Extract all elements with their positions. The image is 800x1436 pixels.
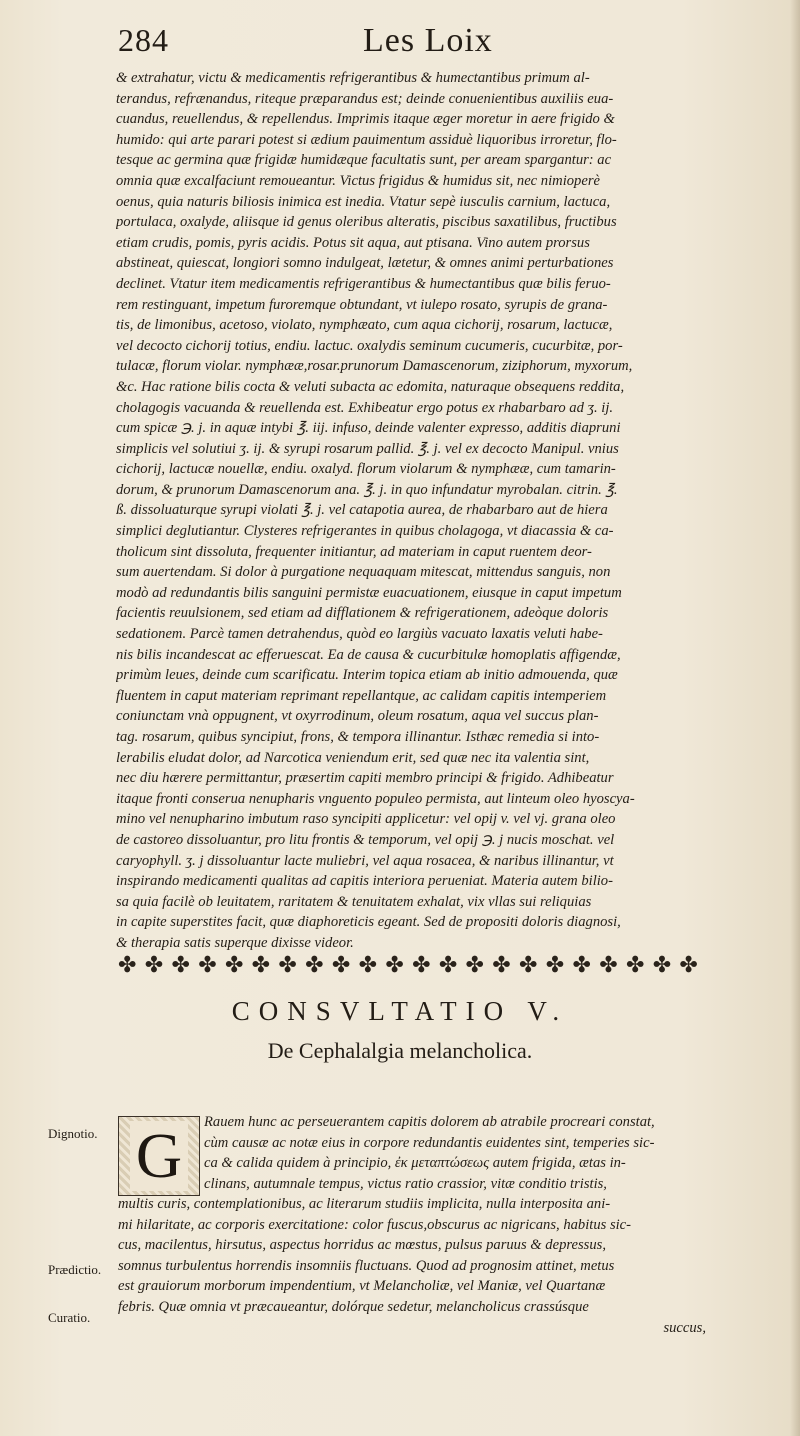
- text-line: & therapia satis superque dixisse videor.: [116, 934, 354, 951]
- margin-note-curatio: Curatio.: [48, 1310, 91, 1325]
- text-line: sedationem. Parcè tamen detrahendus, quòd eo largiùs vacuato laxatis veluti habe-: [116, 626, 603, 643]
- text-line: &c. Hac ratione bilis cocta & veluti subacta ac edomita, naturaque obsequens reddita,: [116, 378, 625, 395]
- text-line: tulacæ, florum violar. nymphææ,rosar.prunorum Damascenorum, ziziphorum, myxorum,: [116, 358, 633, 375]
- ornament-glyph: ✤: [465, 952, 484, 977]
- margin-note-praedictio: Prædictio.: [48, 1262, 102, 1277]
- text-line: dorum, & prunorum Damascenorum ana. ℥. j. in quo infundatur myrobalan. citrin. ℥.: [116, 481, 618, 498]
- section-subheading: De Cephalalgia melancholica.: [267, 1038, 533, 1063]
- text-line: cùm causæ ac notæ eius in corpore redundantis euidentes sint, temperies sic-: [204, 1134, 655, 1151]
- text-line: ca & calida quidem à principio, ἐκ μεταπτώσεως autem frigida, ætas in-: [204, 1155, 626, 1172]
- text-line: sum auertendam. Si dolor à purgatione nequaquam mitescat, mittendus sanguis, non: [116, 564, 611, 581]
- text-line: modò ad redundantis bilis sanguini permistæ euacuationem, eiusque in caput impetum: [116, 584, 622, 601]
- ornament-glyph: ✤: [171, 952, 190, 977]
- text-line: tesque ac germina quæ frigidæ humidæque facultatis sunt, per aream spargantur: ac: [116, 152, 612, 169]
- drop-cap-initial: [118, 1116, 200, 1196]
- page-edge-shadow: [790, 0, 800, 1436]
- running-head: Les Loix: [363, 22, 493, 59]
- text-line: clinans, autumnale tempus, victus ratio crassior, vitæ conditio tristis,: [204, 1175, 607, 1192]
- text-line: cum spicæ ℈. j. in aquæ intybi ℥. iij. infuso, deinde valenter expresso, additis diapruni: [116, 420, 621, 437]
- text-line: ß. dissoluaturque syrupi violati ℥. j. vel catapotia aurea, de rhabarbaro aut de hiera: [116, 502, 608, 519]
- ornament-glyph: ✤: [358, 952, 378, 977]
- ornament-glyph: ✤: [251, 952, 271, 977]
- text-line: mi hilaritate, ac corporis exercitatione: color fuscus,obscurus ac nigricans, habitus sic-: [118, 1216, 632, 1233]
- ornament-glyph: ✤: [118, 952, 137, 977]
- ornament-glyph: ✤: [519, 952, 538, 977]
- text-line: fluentem in caput materiam reprimant repellantque, ac calidam capitis intemperiem: [116, 687, 607, 704]
- text-line: febris. Quæ omnia vt præcaueantur, dolórque sedetur, melancholicus crassúsque: [118, 1298, 589, 1315]
- ornament-glyph: ✤: [545, 952, 565, 977]
- text-line: tholicum sint dissoluta, frequenter initiantur, ad materiam in caput ruentem deor-: [116, 543, 592, 560]
- catchword: succus,: [663, 1319, 706, 1336]
- text-line: inspirando medicamenti qualitas ad capitis interiora perueniat. Materia autem bilio-: [116, 873, 613, 890]
- text-line: in capite superstites facit, quæ diaphoreticis egeant. Sed de propositi doloris diagnosi,: [116, 914, 621, 931]
- section-heading: CONSVLTATIO V.: [231, 996, 569, 1026]
- text-line: etiam crudis, pomis, pyris acidis. Potus sit aqua, aut ptisana. Vino autem prorsus: [116, 234, 590, 251]
- text-line: simplici deglutiantur. Clysteres refrigerantes in quibus cholagoga, vt diacassia & ca-: [116, 523, 614, 540]
- ornament-glyph: ✤: [224, 952, 244, 977]
- text-line: de castoreo dissoluantur, pro litu frontis & temporum, vel opij ℈. j nucis moschat. vel: [116, 831, 615, 848]
- text-line: portulaca, oxalyde, aliisque id genus oleribus alteratis, piscibus saxatilibus, fructibus: [116, 214, 617, 231]
- ornament-band: [118, 950, 698, 980]
- text-line: omnia quæ excalfaciunt remoueantur. Victus frigidus & humidus sit, nec nimioperè: [116, 172, 600, 189]
- drop-cap-letter: G: [130, 1121, 188, 1191]
- text-line: nec diu hærere permittantur, præsertim capiti membro principi & frigido. Adhibeatur: [116, 770, 614, 787]
- text-line: Rauem hunc ac perseuerantem capitis dolorem ab atrabile procreari constat,: [204, 1114, 655, 1130]
- ornament-glyph: ✤: [412, 952, 431, 977]
- text-line: vel decocto cichorij totius, endiu. lactuc. oxalydis seminum cucumeris, cucurbitæ, por-: [116, 337, 623, 354]
- text-line: mino vel nenupharino imbutum raso syncipiti applicetur: vel opij v. vel vj. grana oleo: [116, 811, 616, 828]
- text-line: cus, macilentus, hirsutus, aspectus horridus ac mœstus, pulsus paruus & depressus,: [118, 1237, 606, 1254]
- body-text-block: [116, 68, 708, 954]
- text-line: tag. rosarum, quibus syncipiut, frons, & tempora illinantur. Isthæc remedia si into-: [116, 729, 600, 745]
- text-line: multis curis, contemplationibus, ac literarum studiis implicita, nulla interposita ani-: [118, 1196, 611, 1212]
- text-line: primùm leues, deinde cum scarificatu. Interim topica etiam ab initio admouenda, quæ: [116, 667, 618, 684]
- text-line: cholagogis vacuanda & reuellenda est. Exhibeatur ergo potus ex rhabarbaro ad ʒ. ij.: [116, 399, 614, 416]
- text-line: coniunctam vnà oppugnent, vt oxyrrodinum, oleum rosatum, aqua vel succus plan-: [116, 708, 599, 725]
- ornament-glyph: ✤: [278, 952, 297, 977]
- text-line: itaque fronti conserua nenupharis vnguento populeo permista, aut linteum oleo hyoscya-: [116, 790, 635, 807]
- text-line: humido: qui arte parari potest si ædium pauimentum assiduè liquoribus irroretur, flo-: [116, 131, 617, 148]
- ornament-glyph: ✤: [331, 952, 351, 977]
- text-line: abstineat, quiescat, longiori somno indulgeat, lætetur, & omnes animi perturbationes: [116, 255, 614, 272]
- text-line: declinet. Vtatur item medicamentis refrigerantibus & humectantibus quæ bilis feruo-: [116, 275, 611, 292]
- text-line: rem restinguant, impetum furoremque obtundant, vt iulepo rosato, syrupis de grana-: [116, 296, 608, 313]
- text-line: cuandus, reuellendus, & repellendus. Imprimis itaque æger moretur in aere frigido &: [116, 111, 615, 128]
- text-line: est grauiorum morborum impendentium, vt Melancholiæ, vel Maniæ, vel Quartanæ: [118, 1278, 606, 1295]
- ornament-glyph: ✤: [652, 952, 672, 977]
- ornament-glyph: ✤: [679, 952, 698, 977]
- consultation-text: [118, 1194, 706, 1338]
- margin-note-dignotio: Dignotio.: [48, 1126, 98, 1141]
- text-line: lerabilis eludat dolor, ad Narcotica veniendum erit, sed quæ nec ita valentia sint,: [116, 749, 590, 766]
- text-line: cichorij, lactucæ nouellæ, endiu. oxalyd. florum violarum & nymphææ, cum tamarin-: [116, 461, 616, 478]
- consultation-opening-text: [204, 1112, 700, 1194]
- ornament-glyph: ✤: [572, 952, 591, 977]
- text-line: terandus, refrænandus, riteque præparandus est; deinde conuenientibus auxiliis eua-: [116, 90, 614, 107]
- text-line: & extrahatur, victu & medicamentis refrigerantibus & humectantibus primum al-: [116, 70, 590, 86]
- text-line: facientis reuulsionem, sed etiam ad difflationem & refrigerationem, adeòque doloris: [116, 605, 609, 622]
- ornament-glyph: ✤: [305, 952, 324, 977]
- page-header: [118, 22, 718, 72]
- ornament-glyph: ✤: [438, 952, 458, 977]
- text-line: sa quia facilè ob leuitatem, raritatem & tenuitatem exhalat, vix vllas sui reliquias: [116, 893, 592, 910]
- text-line: simplicis vel solutiui ʒ. ij. & syrupi rosarum pallid. ℥. j. vel ex decocto Manipul. vnius: [116, 440, 619, 457]
- text-line: oenus, quia naturis biliosis inimica est inedia. Vtatur sepè iusculis carnium, lactuca,: [116, 193, 611, 210]
- page-number: 284: [118, 22, 169, 58]
- text-line: tis, de limonibus, acetoso, violato, nymphæato, cum aqua cichorij, rosarum, lactucæ,: [116, 317, 613, 334]
- ornament-glyph: ✤: [198, 952, 217, 977]
- ornament-glyph: ✤: [625, 952, 645, 977]
- ornament-glyph: ✤: [492, 952, 511, 977]
- text-line: somnus turbulentus horrendis insomniis fluctuans. Quod ad prognosim attinet, metus: [118, 1257, 615, 1274]
- ornament-glyph: ✤: [144, 952, 164, 977]
- ornament-glyph: ✤: [385, 952, 404, 977]
- text-line: nis bilis incandescat ac efferuescat. Ea de causa & cucurbitulæ homoplatis affigendæ,: [116, 646, 621, 663]
- text-line: caryophyll. ʒ. j dissoluantur lacte muliebri, vel aqua rosacea, & naribus illinantur, vt: [116, 852, 614, 869]
- ornament-glyph: ✤: [599, 952, 618, 977]
